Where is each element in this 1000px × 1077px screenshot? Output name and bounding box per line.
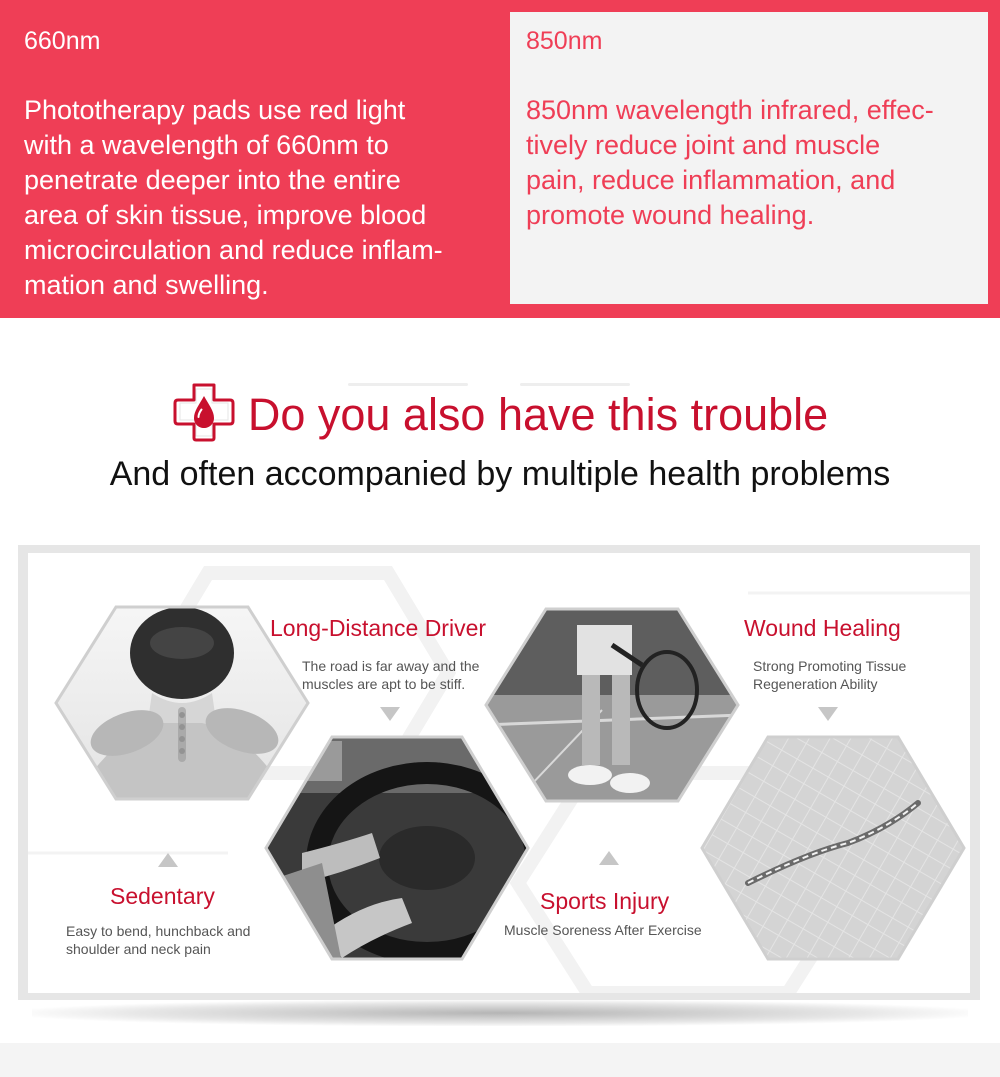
bottom-strip bbox=[0, 1043, 1000, 1077]
desc-line: 850nm wavelength infrared, effec- bbox=[526, 95, 934, 125]
desc-line: Regeneration Ability bbox=[753, 676, 878, 692]
sedentary-description bbox=[66, 922, 286, 958]
desc-line: muscles are apt to be stiff. bbox=[302, 676, 466, 692]
desc-line: Strong Promoting Tissue bbox=[753, 658, 907, 674]
driver-title: Long-Distance Driver bbox=[270, 615, 487, 641]
desc-line: microcirculation and reduce inflam- bbox=[24, 235, 443, 265]
wavelength-label-850: 850nm bbox=[526, 27, 603, 55]
wavelength-band bbox=[0, 0, 1000, 318]
blood-drop-cross-icon bbox=[172, 382, 236, 447]
arrow-down-icon bbox=[818, 707, 838, 721]
panel-660nm-description bbox=[24, 93, 494, 303]
trouble-subtitle: And often accompanied by multiple health problems bbox=[109, 455, 891, 493]
trouble-title: Do you also have this trouble bbox=[247, 388, 829, 440]
desc-line: mation and swelling. bbox=[24, 270, 269, 300]
card-inner bbox=[28, 553, 970, 993]
desc-line: The road is far away and the bbox=[302, 658, 480, 674]
card-shadow bbox=[32, 1000, 968, 1026]
desc-line: shoulder and neck pain bbox=[66, 941, 211, 957]
sports-title: Sports Injury bbox=[540, 888, 670, 914]
sedentary-title: Sedentary bbox=[110, 883, 215, 909]
panel-660nm bbox=[24, 12, 494, 303]
desc-line: Muscle Soreness After Exercise bbox=[504, 922, 702, 938]
wound-description bbox=[753, 657, 953, 693]
trouble-heading-section bbox=[0, 318, 1000, 543]
wavelength-label-660: 660nm bbox=[24, 27, 101, 55]
health-problems-card bbox=[18, 545, 980, 1000]
desc-line: Easy to bend, hunchback and bbox=[66, 923, 251, 939]
arrow-up-icon bbox=[599, 851, 619, 865]
desc-line: with a wavelength of 660nm to bbox=[24, 130, 389, 160]
desc-line: penetrate deeper into the entire bbox=[24, 165, 401, 195]
arrow-up-icon bbox=[158, 853, 178, 867]
desc-line: tively reduce joint and muscle bbox=[526, 130, 881, 160]
sports-description bbox=[504, 921, 744, 939]
driver-description bbox=[302, 657, 532, 693]
wound-title: Wound Healing bbox=[744, 615, 901, 641]
desc-line: pain, reduce inflammation, and bbox=[526, 165, 896, 195]
panel-850nm-description bbox=[526, 93, 972, 233]
trouble-heading bbox=[0, 382, 1000, 447]
panel-850nm bbox=[510, 12, 988, 304]
desc-line: area of skin tissue, improve blood bbox=[24, 200, 427, 230]
desc-line: promote wound healing. bbox=[526, 200, 815, 230]
desc-line: Phototherapy pads use red light bbox=[24, 95, 406, 125]
arrow-down-icon bbox=[380, 707, 400, 721]
